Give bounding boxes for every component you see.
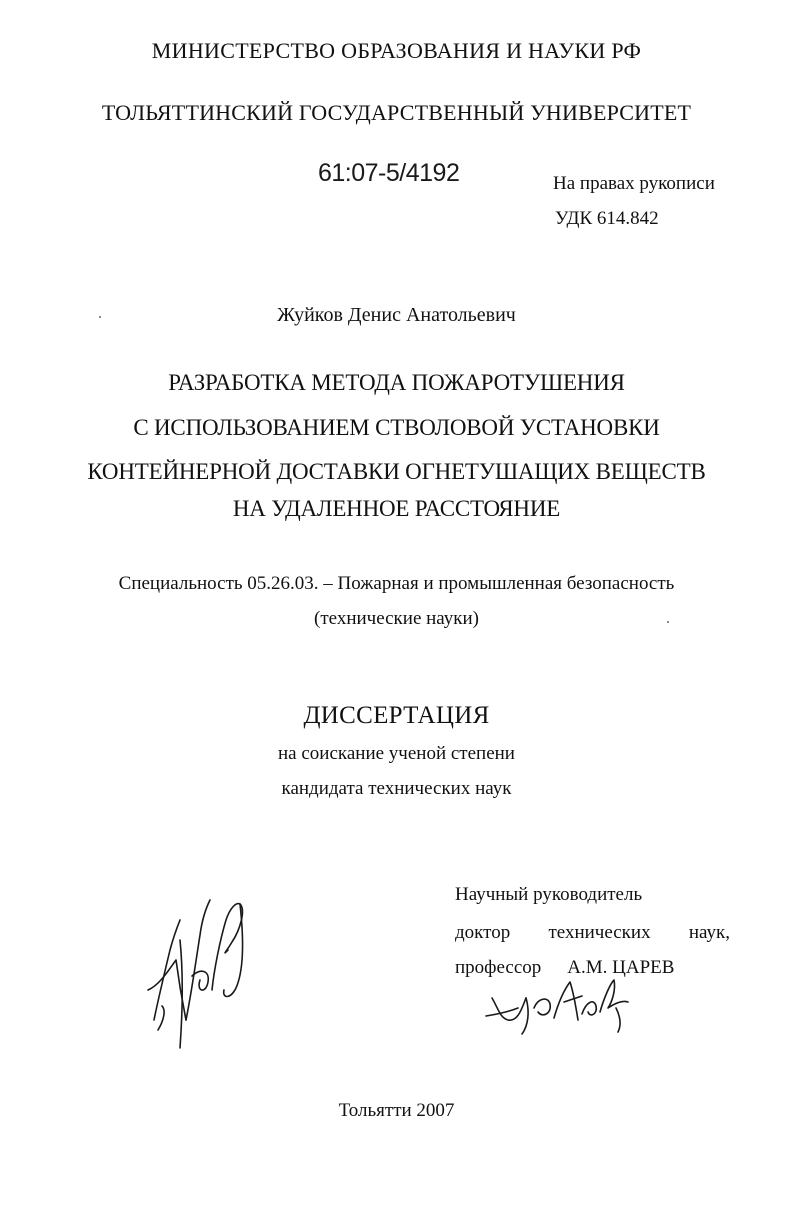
udk-code: УДК 614.842 — [555, 208, 659, 229]
author-name: Жуйков Денис Анатольевич — [277, 304, 516, 326]
manuscript-rights: На правах рукописи — [553, 173, 715, 194]
supervisor-degree-word: доктор — [455, 922, 511, 943]
supervisor-role: Научный руководитель — [455, 884, 643, 905]
archive-stamp-code: 61:07-5/4192 — [318, 159, 460, 187]
thesis-title-line: РАЗРАБОТКА МЕТОДА ПОЖАРОТУШЕНИЯ — [168, 370, 625, 395]
supervisor-degree — [455, 922, 730, 944]
supervisor-signature — [478, 968, 638, 1038]
thesis-title-line: С ИСПОЛЬЗОВАНИЕМ СТВОЛОВОЙ УСТАНОВКИ — [133, 415, 660, 440]
supervisor-degree-word: технических — [548, 922, 651, 943]
university-name: ТОЛЬЯТТИНСКИЙ ГОСУДАРСТВЕННЫЙ УНИВЕРСИТЕТ — [101, 100, 692, 125]
degree-purpose: на соискание ученой степени — [278, 743, 515, 764]
specialty-field: (технические науки) — [314, 608, 479, 629]
ministry-name: МИНИСТЕРСТВО ОБРАЗОВАНИЯ И НАУКИ РФ — [151, 38, 642, 63]
city-year: Тольятти 2007 — [338, 1100, 455, 1121]
document-type-heading: ДИССЕРТАЦИЯ — [303, 702, 490, 729]
thesis-title-line: КОНТЕЙНЕРНОЙ ДОСТАВКИ ОГНЕТУШАЩИХ ВЕЩЕСТВ — [87, 459, 706, 484]
specialty-code: Специальность 05.26.03. – Пожарная и промышленная безопасность — [118, 573, 675, 594]
author-signature — [140, 880, 260, 1050]
degree-name: кандидата технических наук — [281, 778, 512, 799]
supervisor-degree-word: наук, — [688, 922, 730, 943]
supervisor-name: А.М. ЦАРЕВ — [567, 957, 675, 978]
thesis-title-line: НА УДАЛЕННОЕ РАССТОЯНИЕ — [232, 496, 561, 521]
supervisor-title: профессор — [455, 957, 542, 978]
